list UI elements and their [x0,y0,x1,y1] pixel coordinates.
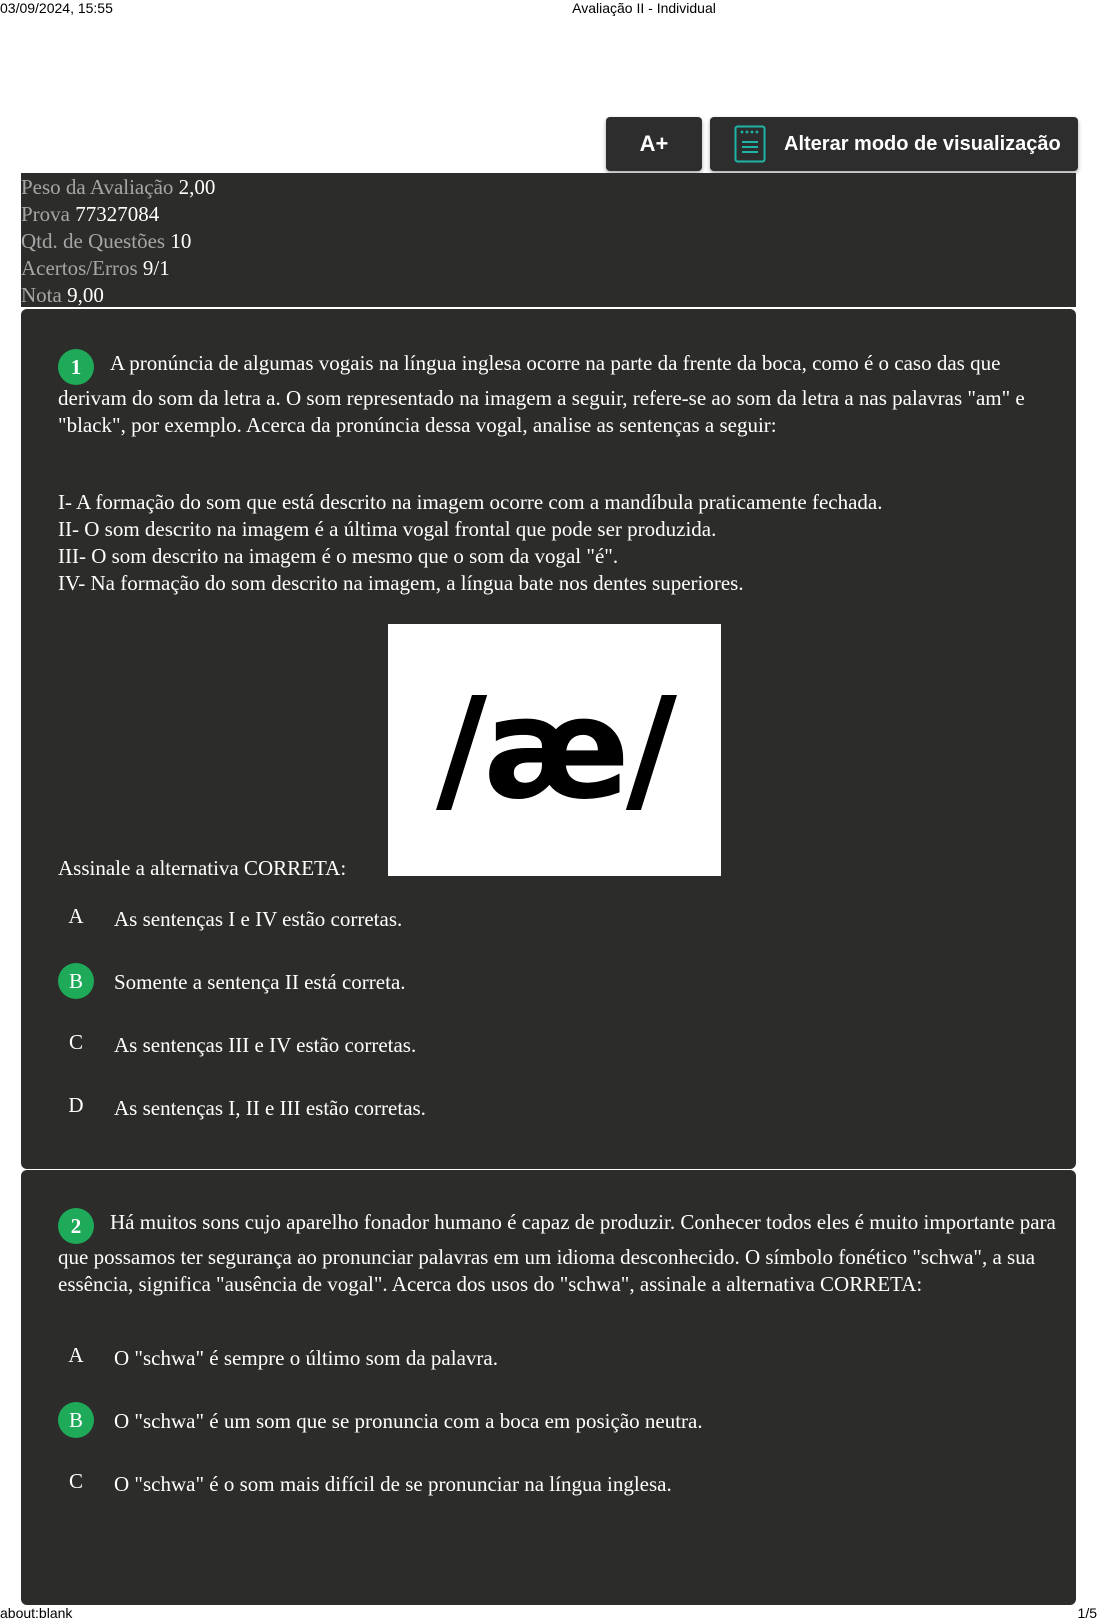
statement: III- O som descrito na imagem é o mesmo que o som da vogal "é". [58,544,619,568]
question-card-1 [21,309,1076,1169]
question-text: 2 Há muitos sons cujo aparelho fonador humano é capaz de produzir. Conhecer todos eles é muito importante para que possamos ter segurança ao pronunciar palavras em um idioma desconhecido. O símbolo fonético "schwa", a sua essência, significa "ausência de vogal". Acerca dos usos do "schwa", assinale a alternativa CORRETA: [58,1210,1056,1296]
option-letter: D [68,1093,84,1117]
question-card-2 [21,1170,1076,1605]
option-letter: A [68,1343,84,1367]
option-text: O "schwa" é o som mais difícil de se pronunciar na língua inglesa. [114,1472,672,1496]
print-footer [0,1605,1097,1621]
ipa-symbol: /æ/ [436,668,673,831]
option-text: O "schwa" é um som que se pronuncia com a boca em posição neutra. [114,1409,703,1433]
option-c[interactable] [58,1465,1038,1501]
print-title: Avaliação II - Individual [572,0,716,16]
option-letter: A [68,904,84,928]
option-b[interactable] [58,963,1038,999]
question-number-badge: 2 [58,1208,94,1244]
summary-exam: Prova 77327084 [21,202,160,226]
option-letter-correct: B [58,963,94,999]
statement: IV- Na formação do som descrito na imagem, a língua bate nos dentes superiores. [58,571,744,595]
document-view-icon [734,125,766,163]
option-text: As sentenças III e IV estão corretas. [114,1033,417,1057]
option-d[interactable] [58,1089,1038,1125]
summary-hits-misses: Acertos/Erros 9/1 [21,256,170,280]
option-text: O "schwa" é sempre o último som da palavra. [114,1346,498,1370]
print-url: about:blank [0,1605,73,1621]
option-b[interactable] [58,1402,1038,1438]
question-number-badge: 1 [58,349,94,385]
statement: I- A formação do som que está descrito na imagem ocorre com a mandíbula praticamente fechada. [58,490,883,514]
question-prompt: Assinale a alternativa CORRETA: [58,856,347,880]
option-text: As sentenças I, II e III estão corretas. [114,1096,426,1120]
print-header [0,0,1097,16]
ipa-symbol-image [388,624,721,876]
option-letter-correct: B [58,1402,94,1438]
option-letter: C [68,1469,83,1493]
option-c[interactable] [58,1026,1038,1062]
option-a[interactable] [58,1339,1038,1375]
summary-weight: Peso da Avaliação 2,00 [21,175,216,199]
option-letter: C [68,1030,83,1054]
change-view-label: Alterar modo de visualização [784,132,1061,155]
statement: II- O som descrito na imagem é a última vogal frontal que pode ser produzida. [58,517,717,541]
evaluation-summary [21,173,1076,307]
option-text: Somente a sentença II está correta. [114,970,406,994]
option-text: As sentenças I e IV estão corretas. [114,907,403,931]
change-view-button[interactable] [710,117,1078,171]
font-size-button[interactable]: A+ [606,117,702,171]
summary-grade: Nota 9,00 [21,283,104,307]
summary-question-count: Qtd. de Questões 10 [21,229,192,253]
question-text: 1 A pronúncia de algumas vogais na língua inglesa ocorre na parte da frente da boca, como é o caso das que derivam do som da letra a. O som representado na imagem a seguir, refere-se ao som da letra a nas palavras "am" e "black", por exemplo. Acerca da pronúncia dessa vogal, analise as sentenças a seguir: [58,351,1025,437]
print-page-number: 1/5 [1077,1605,1097,1621]
option-a[interactable] [58,900,1038,936]
print-datetime: 03/09/2024, 15:55 [0,0,113,16]
